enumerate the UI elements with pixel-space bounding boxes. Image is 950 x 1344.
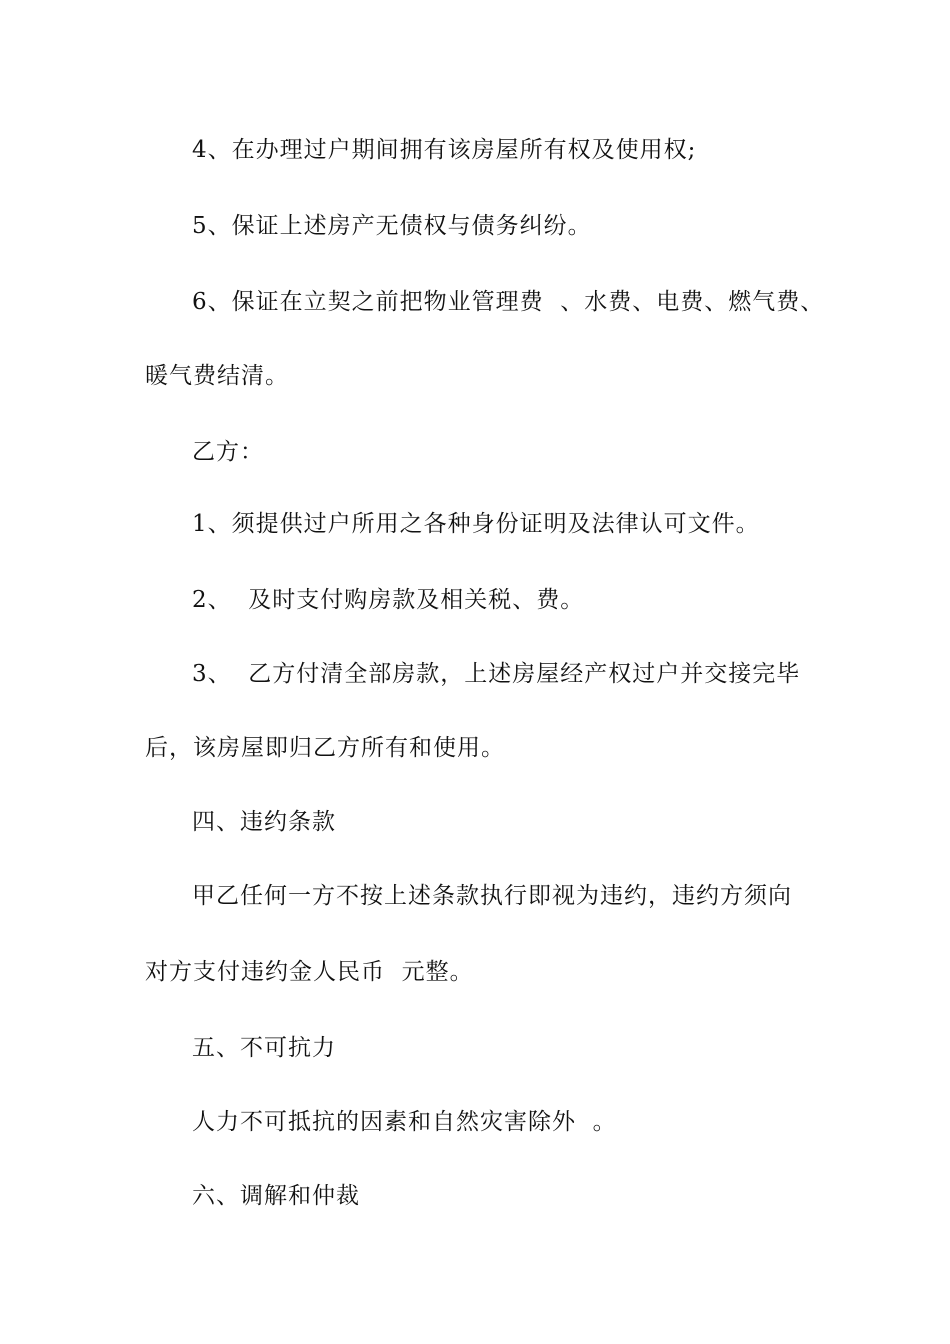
force-majeure-paragraph: 人力不可抵抗的因素和自然灾害除外 。 (192, 1109, 617, 1135)
clause-seller-4: 4、在办理过户期间拥有该房屋所有权及使用权; (192, 137, 697, 163)
clause-seller-6-cont: 暖气费结清。 (145, 363, 289, 389)
party-b-heading: 乙方： (192, 439, 264, 465)
clause-buyer-3-cont: 后，该房屋即归乙方所有和使用。 (145, 735, 505, 761)
breach-paragraph: 甲乙任何一方不按上述条款执行即视为违约，违约方须向 (192, 883, 792, 909)
clause-buyer-1: 1、须提供过户所用之各种身份证明及法律认可文件。 (192, 511, 760, 537)
section-5-heading: 五、不可抗力 (192, 1035, 336, 1061)
clause-seller-5: 5、保证上述房产无债权与债务纠纷。 (192, 213, 592, 239)
clause-buyer-2: 2、 及时支付购房款及相关税、费。 (192, 587, 585, 613)
section-6-heading: 六、调解和仲裁 (192, 1183, 360, 1209)
clause-buyer-3: 3、 乙方付清全部房款，上述房屋经产权过户并交接完毕 (192, 661, 801, 687)
clause-seller-6: 6、保证在立契之前把物业管理费 、水费、电费、燃气费、 (192, 289, 825, 315)
section-4-heading: 四、违约条款 (192, 809, 336, 835)
breach-paragraph-cont: 对方支付违约金人民币 元整。 (145, 959, 474, 985)
